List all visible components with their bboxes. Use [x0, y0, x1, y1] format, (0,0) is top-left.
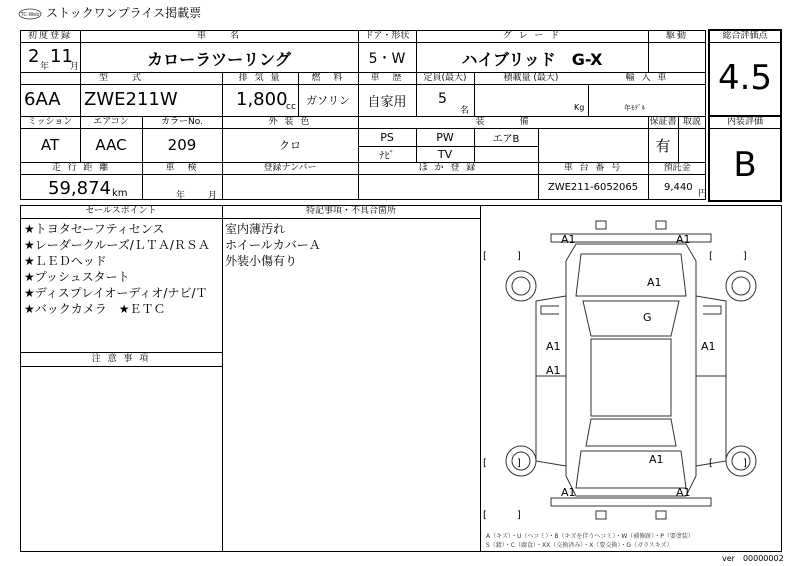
bracket-br: [ ] [709, 458, 747, 469]
chassis-label: 車 台 番 号 [563, 163, 623, 173]
logo [18, 5, 42, 17]
fuel-label: 燃 料 [311, 73, 345, 83]
mark-front-a1: A1 [561, 233, 576, 246]
drive-label: 駆動 [665, 31, 688, 41]
mileage-unit: km [112, 188, 128, 199]
car-damage-diagram [481, 206, 781, 531]
mark-left-a1: A1 [546, 340, 561, 353]
list-item: ★レーダークルーズ/ＬＴＡ/ＲＳＡ [24, 238, 210, 252]
list-item: ホイールカバーＡ [225, 238, 321, 252]
mark-front-a1-r: A1 [676, 233, 691, 246]
model-prefix: 6AA [24, 89, 61, 110]
version-label: ver 00000002 [722, 554, 784, 563]
diagram-legend-1: A（キズ）・U（ヘコミ）・B（キズを伴うヘコミ）・W（補修跡）・P（要塗装） [486, 533, 694, 540]
exterior-color-label: 外 装 色 [268, 117, 312, 127]
equip-ps: PS [380, 131, 394, 144]
diagram-legend-2: S（錆）・C（腐食）・XX（交換済み）・X（要交換）・G（ガラスキズ） [486, 542, 673, 549]
door-type-label: ドア・形状 [364, 31, 410, 41]
list-item: ★トヨタセーフティセンス [24, 222, 165, 236]
displacement-label: 排 気 量 [238, 73, 282, 83]
aircon-label: エアコン [93, 117, 129, 127]
equip-tv: TV [437, 148, 453, 161]
inspection-month: 月 [208, 191, 218, 201]
mark-glass: G [643, 311, 652, 324]
mark-rear-a1-c: A1 [676, 486, 691, 499]
caution-title: 注 意 事 項 [91, 354, 151, 364]
inspection-label: 車 検 [165, 163, 199, 173]
list-item: ★プッシュスタート [24, 270, 130, 284]
load-label: 積載量 (最大) [503, 73, 559, 83]
color-no-label: カラーNo. [161, 117, 203, 127]
list-item: 外装小傷有り [225, 254, 298, 268]
equipment-label: 装 備 [475, 117, 531, 127]
list-item: 室内薄汚れ [225, 222, 286, 236]
interior-score-value: B [733, 145, 757, 185]
grade-label: グ レ ー ド [502, 31, 562, 41]
model-value: ZWE211W [84, 89, 178, 110]
warranty-label: 保証書 [649, 117, 677, 127]
import-note: 年ﾓﾃﾞﾙ [624, 104, 645, 112]
reg-number-label: 登録ナンバー [263, 163, 317, 173]
load-unit: Kg [574, 103, 585, 112]
deposit-value: 9,440 [664, 182, 693, 193]
svg-text:TC-Web: TC-Web [20, 12, 40, 18]
manual-label: 取説 [682, 117, 701, 127]
exterior-color-value: クロ [279, 139, 301, 152]
equip-pw: PW [436, 131, 454, 144]
capacity-unit: 名 [460, 106, 470, 116]
list-item: ★バックカメラ ★ＥＴＣ [24, 302, 166, 316]
mark-right-a1: A1 [701, 340, 716, 353]
overall-score-value: 4.5 [717, 58, 773, 98]
displacement-value: 1,800 [236, 89, 288, 110]
bracket-tl: [ ] [483, 251, 521, 262]
mark-rear-a1-b: A1 [561, 486, 576, 499]
list-item: ★ディスプレイオーディオ/ナビ/Ｔ [24, 286, 208, 300]
equip-ab: エアB [492, 134, 520, 145]
bracket-bl: [ ] [483, 458, 521, 469]
color-no-value: 209 [167, 136, 197, 154]
import-label: 輸 入 車 [625, 73, 669, 83]
mileage-label: 走 行 距 離 [51, 163, 111, 173]
aircon-value: AAC [95, 136, 127, 154]
history-value: 自家用 [367, 94, 407, 110]
first-reg-value: 2 年 11 月 [28, 46, 80, 72]
bracket-bottom: [ ] [483, 510, 521, 521]
page-title: ストックワンプライス掲載票 [46, 6, 202, 20]
displacement-unit: cc [286, 102, 296, 112]
fuel-value: ガソリン [306, 94, 350, 107]
overall-score-label: 総合評価点 [722, 31, 768, 41]
mission-value: AT [40, 136, 60, 154]
mark-left-a1-b: A1 [546, 364, 561, 377]
chassis-value: ZWE211-6052065 [547, 181, 639, 193]
capacity-value: 5 [438, 91, 447, 107]
mission-label: ミッション [27, 117, 73, 127]
bracket-tr: [ ] [709, 251, 747, 262]
mark-hood-a1: A1 [647, 276, 662, 289]
notes-list [225, 221, 475, 269]
equip-navi: ﾅﾋﾞ [379, 151, 395, 162]
mileage-value: 59,874 [48, 178, 111, 199]
first-reg-label: 初度登録 [27, 31, 72, 41]
other-reg-label: ほ か 登 録 [418, 163, 478, 173]
deposit-label: 預託金 [663, 163, 691, 173]
model-label: 型 式 [98, 73, 143, 83]
history-label: 車 歴 [370, 73, 404, 83]
inspection-year: 年 [176, 191, 186, 201]
drive-value [648, 44, 706, 72]
deposit-unit: 円 [698, 189, 708, 199]
sales-points-list [24, 221, 220, 317]
car-name-value: カローラツーリング [147, 49, 291, 69]
mark-rear-a1: A1 [649, 453, 664, 466]
notes-title: 特記事項・不具合箇所 [305, 206, 396, 216]
car-name-label: 車 名 [196, 31, 241, 41]
warranty-value: 有 [655, 136, 671, 155]
grade-value: ハイブリッド G-X [461, 49, 603, 69]
list-item: ★ＬＥＤヘッド [24, 254, 107, 268]
capacity-label: 定員(最大) [423, 73, 467, 83]
interior-score-label: 内装評価 [726, 117, 763, 127]
sales-points-title: セールスポイント [85, 206, 157, 216]
door-value: 5・W [368, 51, 406, 67]
logo-icon [18, 8, 42, 20]
